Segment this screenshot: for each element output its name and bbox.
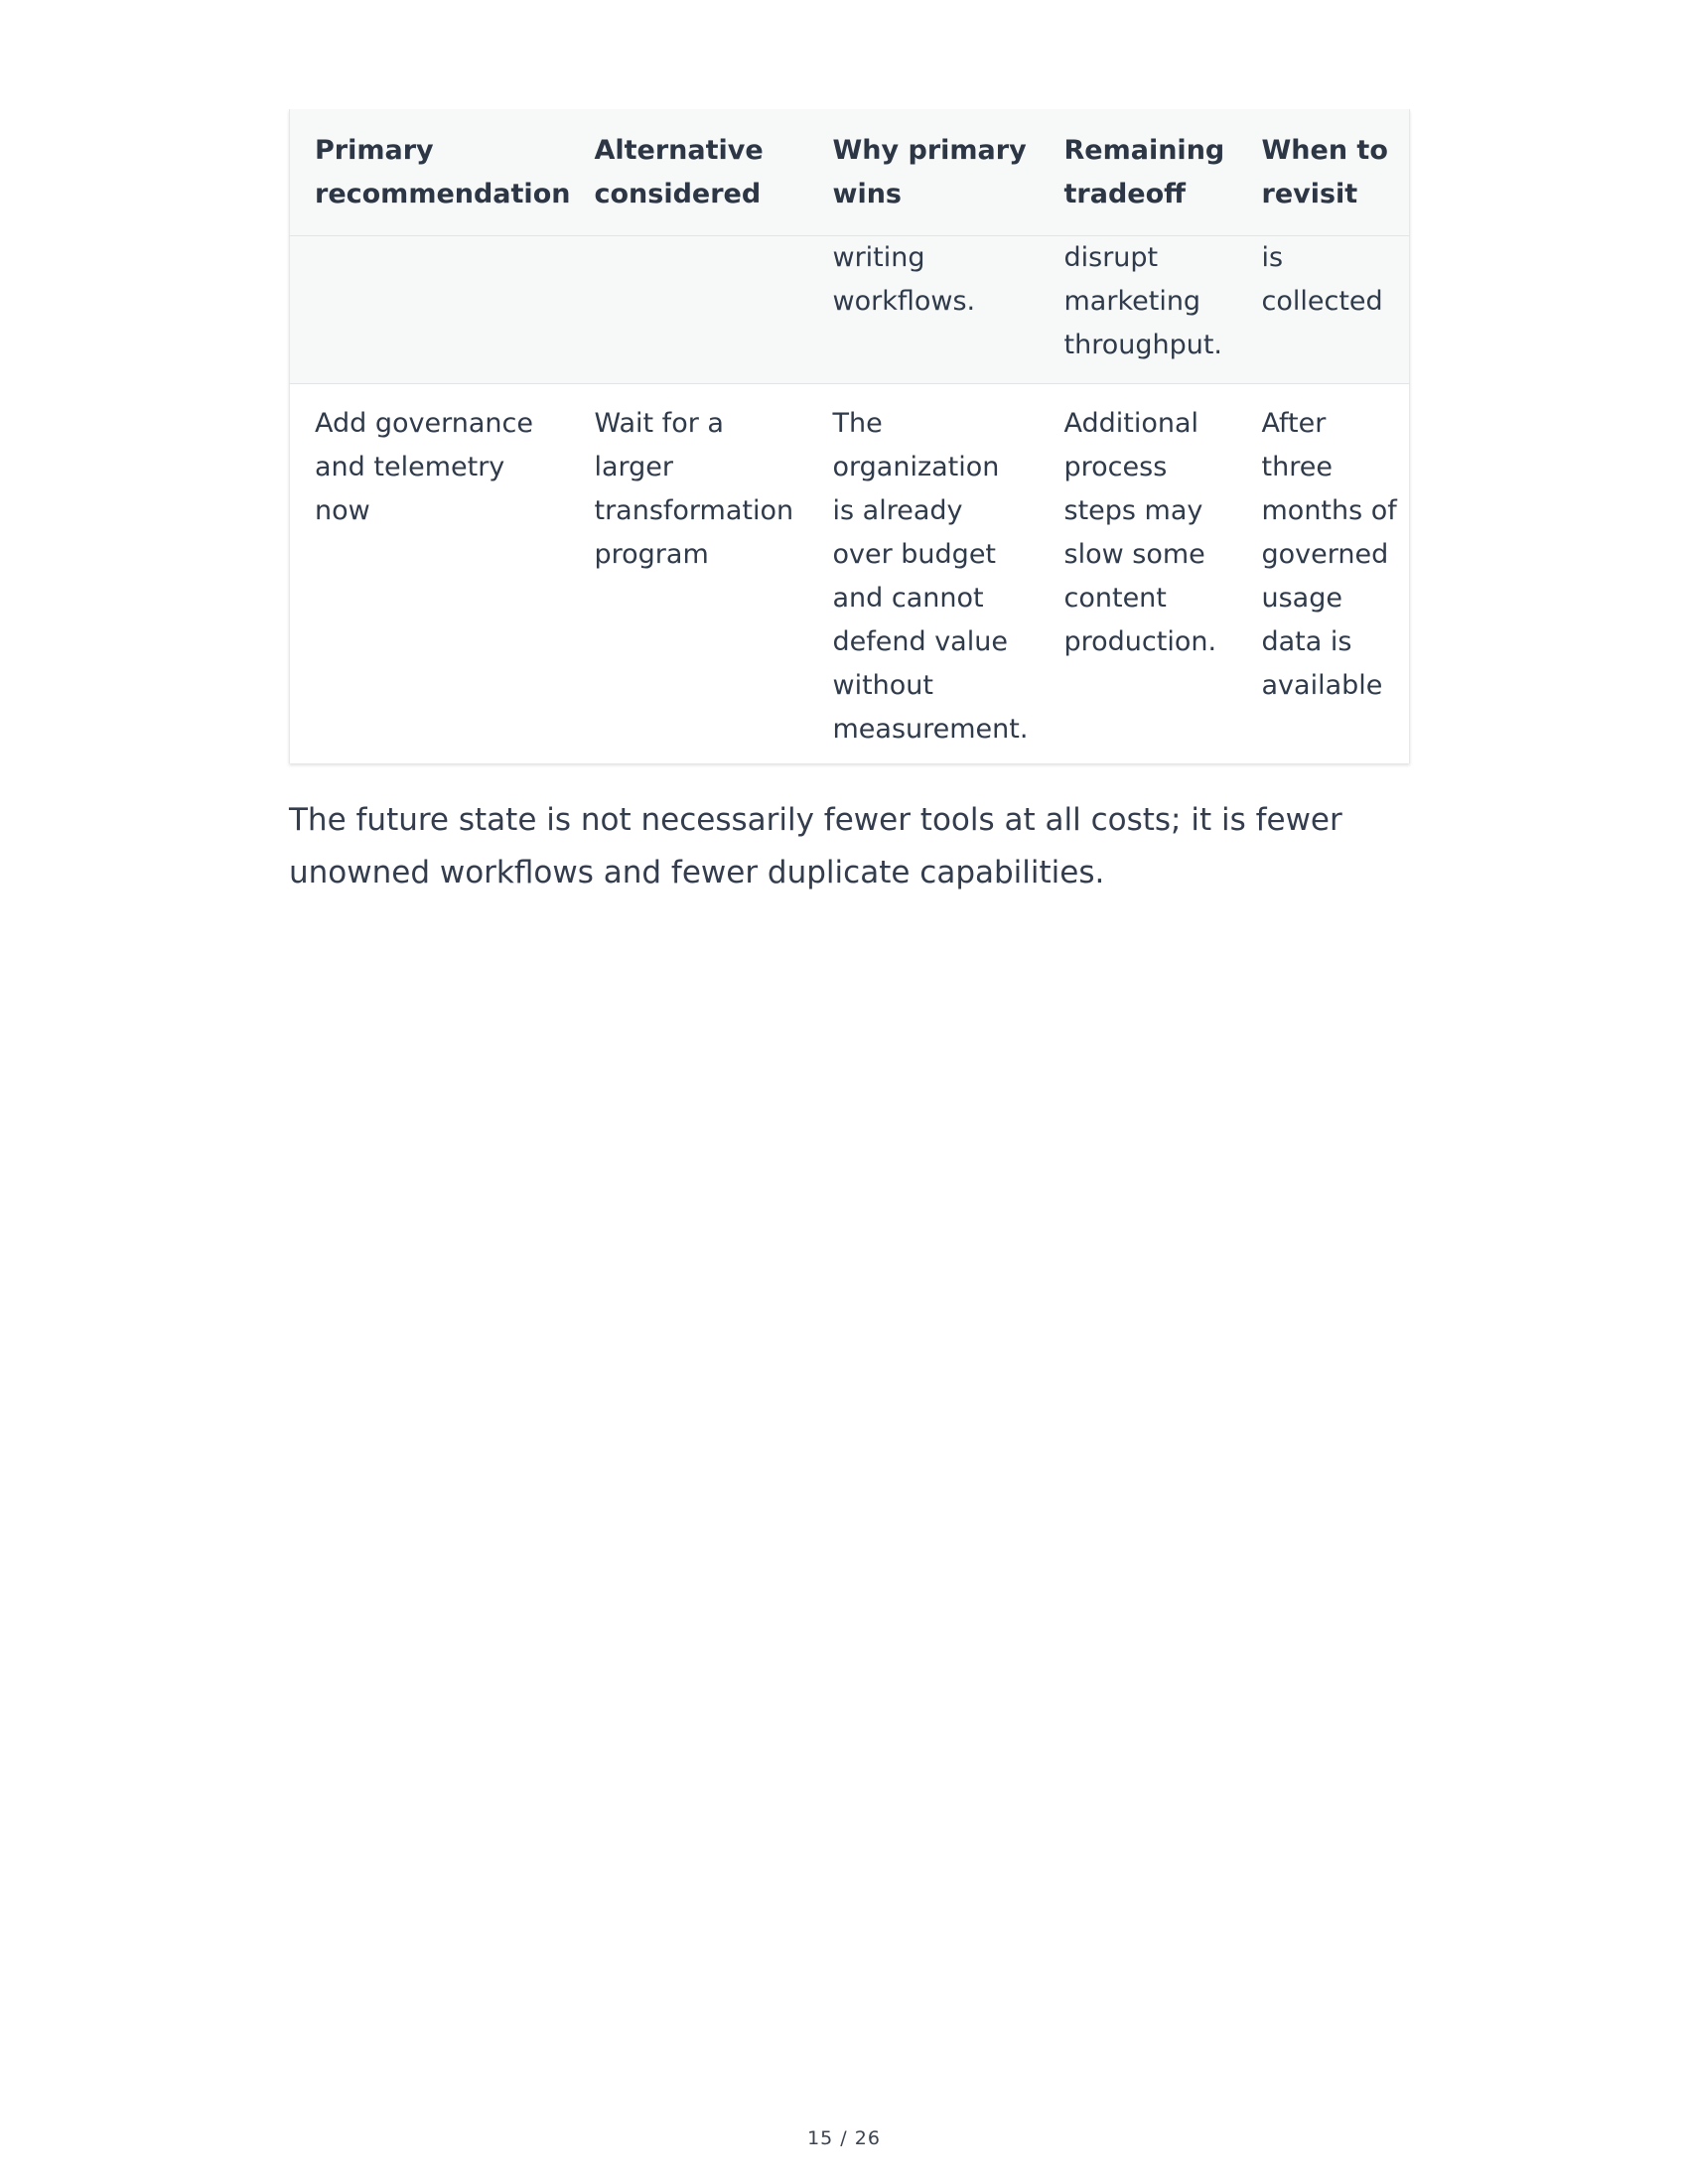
table-cell bbox=[570, 236, 808, 384]
table-cell: After three months of governed usage data is available bbox=[1237, 384, 1410, 764]
table-cell bbox=[290, 236, 570, 384]
table-cell: Wait for a larger transformation program bbox=[570, 384, 808, 764]
body-paragraph: The future state is not necessarily fewer tools at all costs; it is fewer unowned workflows and fewer duplicate capabilities. bbox=[289, 802, 1342, 890]
header-when-to-revisit: When to revisit bbox=[1237, 109, 1410, 236]
table-header-row bbox=[290, 109, 1410, 236]
table-cell: Add governance and telemetry now bbox=[290, 384, 570, 764]
decision-table bbox=[289, 109, 1410, 763]
table-row-continued bbox=[290, 236, 1410, 384]
table-cell: The organization is already over budget and cannot defend value without measurement. bbox=[808, 384, 1040, 764]
header-alternative-considered: Alternative considered bbox=[570, 109, 808, 236]
table-cell: is collected bbox=[1237, 236, 1410, 384]
page-number: 15 / 26 bbox=[807, 2127, 881, 2149]
header-remaining-tradeoff: Remaining tradeoff bbox=[1040, 109, 1237, 236]
header-why-primary-wins: Why primary wins bbox=[808, 109, 1040, 236]
table-cell: disrupt marketing throughput. bbox=[1040, 236, 1237, 384]
table-row bbox=[290, 384, 1410, 764]
header-primary-recommendation: Primary recommendation bbox=[290, 109, 570, 236]
table-cell: writing workflows. bbox=[808, 236, 1040, 384]
table-cell: Additional process steps may slow some content production. bbox=[1040, 384, 1237, 764]
